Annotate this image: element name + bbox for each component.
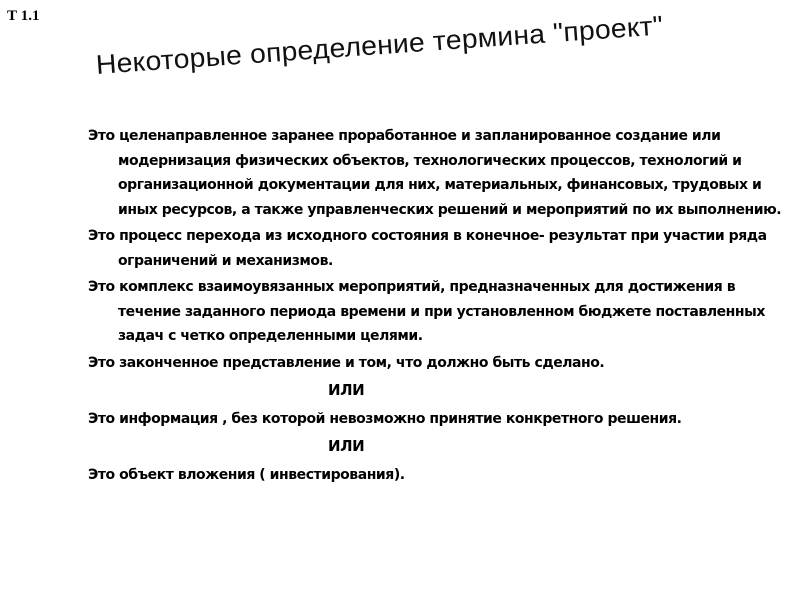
or-separator: ИЛИ: [328, 437, 365, 455]
definition-item: Это процесс перехода из исходного состояния в конечное- результат при участии ряда ограничений и механизмов.: [88, 228, 767, 269]
definition-item: Это информация , без которой невозможно принятие конкретного решения.: [88, 410, 682, 427]
slide-code: Т 1.1: [7, 8, 40, 24]
definition-item: Это объект вложения ( инвестирования).: [88, 466, 405, 483]
slide-title: Некоторые определение термина "проект": [94, 10, 665, 80]
definition-item: Это целенаправленное заранее проработанное и запланированное создание или модернизация физических объектов, технологических процессов, технологий и организационной документации для них, материальных, финансовых, трудовых и иных ресурсов, а также управленческих решений и мероприятий по их выполнению.: [88, 128, 782, 218]
or-separator: ИЛИ: [328, 381, 365, 399]
definition-item: Это комплекс взаимоувязанных мероприятий, предназначенных для достижения в течение заданного периода времени и при установленном бюджете поставленных задач с четко определенными целями.: [88, 279, 765, 344]
definitions-list: [88, 124, 793, 489]
definition-item: Это законченное представление и том, что должно быть сделано.: [88, 354, 605, 371]
